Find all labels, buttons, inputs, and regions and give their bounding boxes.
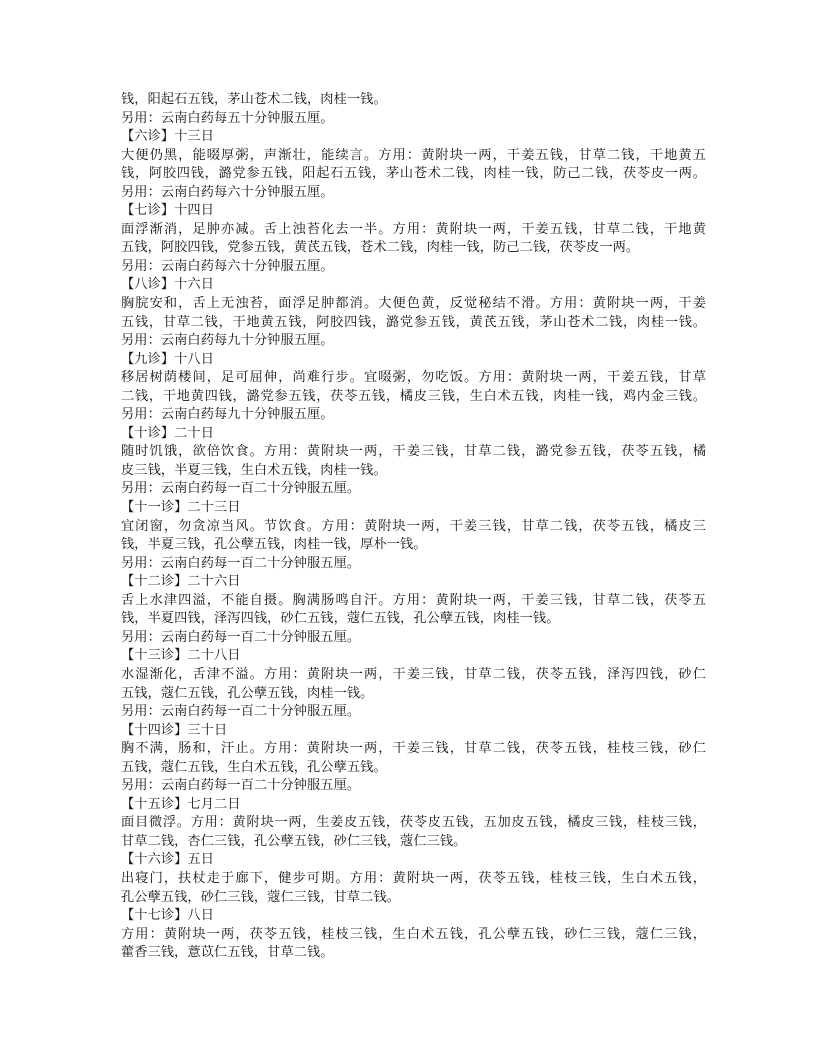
visit-heading: 【十四诊】三十日 [121,722,228,738]
text-line: 二钱，干地黄四钱，潞党参五钱，茯苓五钱，橘皮三钱，生白术五钱，肉桂一钱，鸡内金三钱。 [121,388,706,404]
text-line: 另用：云南白药每一百二十分钟服五厘。 [121,555,361,571]
visit-heading: 【十六诊】五日 [121,852,215,868]
text-line: 钱，半夏三钱，孔公孽五钱，肉桂一钱，厚朴一钱。 [121,537,427,553]
text-line: 胸脘安和，舌上无浊苔，面浮足肿都消。大便色黄，反觉秘结不滑。方用：黄附块一两，干姜 [121,296,706,312]
text-line: 孔公孽五钱，砂仁三钱，蔻仁三钱，甘草二钱。 [121,889,401,905]
text-line: 另用：云南白药每九十分钟服五厘。 [121,333,334,349]
text-line: 宜闭窗，勿贪凉当风。节饮食。方用：黄附块一两，干姜三钱，甘草二钱，茯苓五钱，橘皮三 [121,518,706,534]
text-line: 另用：云南白药每六十分钟服五厘。 [121,258,334,274]
visit-heading: 【十七诊】八日 [121,908,215,924]
visit-heading: 【十诊】二十日 [121,425,215,441]
visit-heading: 【九诊】十八日 [121,351,215,367]
text-line: 随时饥饿，欲倍饮食。方用：黄附块一两，干姜三钱，甘草二钱，潞党参五钱，茯苓五钱，橘 [121,444,706,460]
text-line: 五钱，甘草二钱，干地黄五钱，阿胶四钱，潞党参五钱，黄芪五钱，茅山苍术二钱，肉桂一钱。 [121,314,706,330]
text-line: 五钱，蔻仁五钱，生白术五钱，孔公孽五钱。 [121,759,387,775]
text-line: 另用：云南白药每六十分钟服五厘。 [121,184,334,200]
document-page [121,91,706,963]
text-line: 移居树荫楼间，足可屈伸，尚难行步。宜啜粥，勿吃饭。方用：黄附块一两，干姜五钱，甘草 [121,370,706,386]
visit-heading: 【十五诊】七月二日 [121,796,241,812]
text-line: 方用：黄附块一两，茯苓五钱，桂枝三钱，生白术五钱，孔公孽五钱，砂仁三钱，蔻仁三钱， [121,926,706,942]
text-line: 钱，阳起石五钱，茅山苍术二钱，肉桂一钱。 [121,92,387,107]
text-line: 另用：云南白药每一百二十分钟服五厘。 [121,481,361,497]
text-line: 钱，阿胶四钱，潞党参五钱，阳起石五钱，茅山苍术二钱，肉桂一钱，防己二钱，茯苓皮一两。 [121,166,706,182]
text-line: 水湿渐化，舌津不溢。方用：黄附块一两，干姜三钱，甘草二钱，茯苓五钱，泽泻四钱，砂仁 [121,666,706,682]
text-line: 另用：云南白药每一百二十分钟服五厘。 [121,704,361,720]
text-line: 另用：云南白药每一百二十分钟服五厘。 [121,629,361,645]
visit-heading: 【十三诊】二十八日 [121,648,241,664]
text-line: 另用：云南白药每五十分钟服五厘。 [121,110,334,126]
visit-heading: 【七诊】十四日 [121,203,215,219]
text-line: 另用：云南白药每九十分钟服五厘。 [121,407,334,423]
text-line: 面目微浮。方用：黄附块一两，生姜皮五钱，茯苓皮五钱，五加皮五钱，橘皮三钱，桂枝三钱， [121,815,706,831]
visit-heading: 【六诊】十三日 [121,129,215,145]
visit-heading: 【八诊】十六日 [121,277,215,293]
text-line: 藿香三钱，薏苡仁五钱，甘草二钱。 [121,945,334,961]
text-line: 甘草二钱，杏仁三钱，孔公孽五钱，砂仁三钱，蔻仁三钱。 [121,833,467,849]
text-line: 钱，半夏四钱，泽泻四钱，砂仁五钱，蔻仁五钱，孔公孽五钱，肉桂一钱。 [121,611,560,627]
text-line: 五钱，阿胶四钱，党参五钱，黄芪五钱，苍术二钱，肉桂一钱，防己二钱，茯苓皮一两。 [121,240,640,256]
text-line: 皮三钱，半夏三钱，生白术五钱，肉桂一钱。 [121,462,387,478]
text-line: 另用：云南白药每一百二十分钟服五厘。 [121,778,361,794]
visit-heading: 【十一诊】二十三日 [121,500,241,516]
text-line: 出寝门，扶杖走于廊下，健步可期。方用：黄附块一两，茯苓五钱，桂枝三钱，生白术五钱， [121,870,706,886]
visit-heading: 【十二诊】二十六日 [121,574,241,590]
text-line: 五钱，蔻仁五钱，孔公孽五钱，肉桂一钱。 [121,685,374,701]
text-line: 舌上水津四溢，不能自摄。胸满肠鸣自汗。方用：黄附块一两，干姜三钱，甘草二钱，茯苓五 [121,592,706,608]
text-line: 胸不满，肠和，汗止。方用：黄附块一两，干姜三钱，甘草二钱，茯苓五钱，桂枝三钱，砂仁 [121,741,706,757]
text-line: 大便仍黑，能啜厚粥，声渐壮，能续言。方用：黄附块一两，干姜五钱，甘草二钱，干地黄五 [121,147,706,163]
text-line: 面浮渐消，足肿亦减。舌上浊苔化去一半。方用：黄附块一两，干姜五钱，甘草二钱，干地黄 [121,221,706,237]
